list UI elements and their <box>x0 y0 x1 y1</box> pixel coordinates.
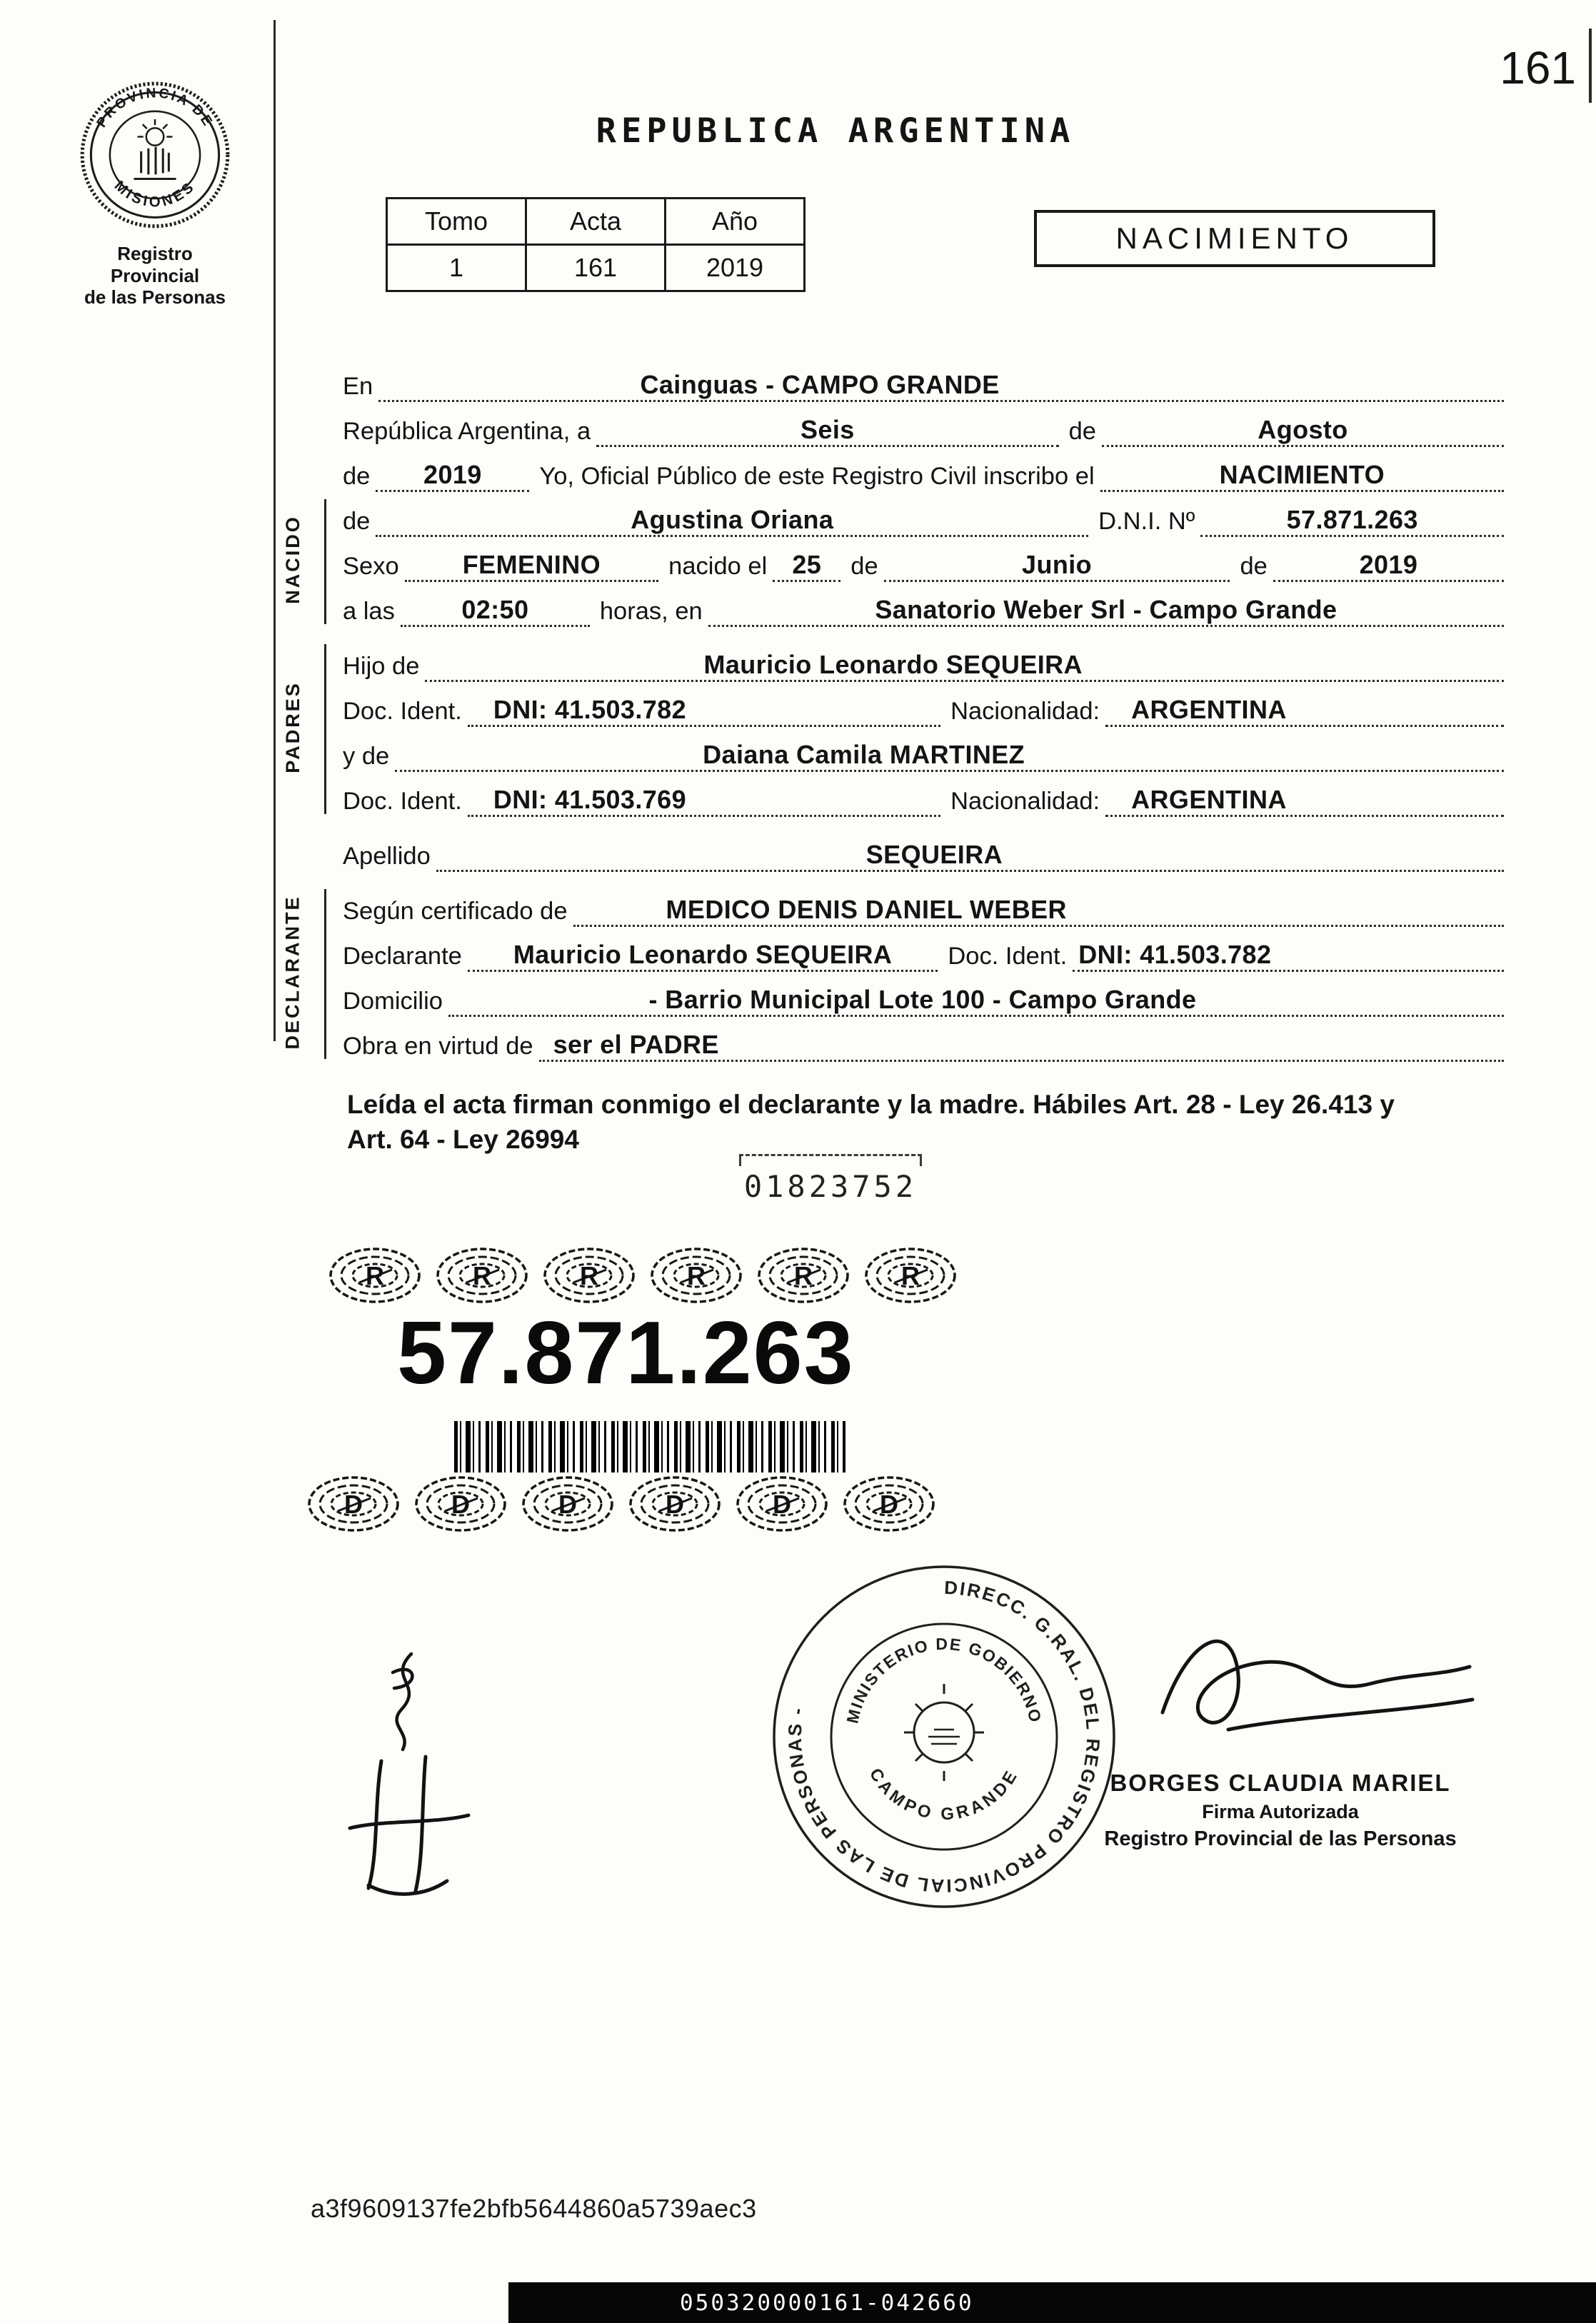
header-tomo: Tomo <box>387 199 526 245</box>
value-hora: 02:50 <box>461 595 529 624</box>
label-declarante: Declarante <box>343 943 462 970</box>
value-day: Seis <box>800 415 855 444</box>
header-ano: Año <box>666 199 805 245</box>
fill-dni <box>1200 505 1504 537</box>
fill-year <box>376 460 529 492</box>
seal-arc-bottom-text: MISIONES <box>111 178 199 211</box>
fill-padre-dni <box>468 695 940 727</box>
seal-arc-top-text: PROVINCIA DE <box>93 85 217 131</box>
verification-hash: a3f9609137fe2bfb5644860a5739aec3 <box>311 2194 757 2223</box>
line-en <box>341 357 1504 402</box>
side-label-padres: PADRES <box>281 681 303 773</box>
stamp-emblem-rays <box>904 1684 984 1781</box>
label-de-5: de <box>1240 553 1268 580</box>
page-number: 161 <box>1500 42 1576 94</box>
fill-lugar <box>708 595 1504 627</box>
stamp-inner-bottom-text: CAMPO GRANDE <box>865 1765 1023 1825</box>
value-lugar: Sanatorio Weber Srl - Campo Grande <box>875 595 1337 624</box>
dni-barcode <box>454 1421 845 1472</box>
fingerprint-letter: D <box>880 1490 898 1519</box>
fingerprint-letter: R <box>687 1261 706 1290</box>
fill-month <box>1102 415 1504 447</box>
fill-obra <box>539 1030 1504 1062</box>
seal-caption <box>76 243 234 308</box>
value-padre: Mauricio Leonardo SEQUEIRA <box>703 650 1083 679</box>
label-apellido: Apellido <box>343 843 431 870</box>
act-type-box: NACIMIENTO <box>1034 210 1435 267</box>
provincial-seal-icon <box>76 79 234 237</box>
value-padre-nac: ARGENTINA <box>1131 695 1287 724</box>
table-header-row <box>387 199 805 245</box>
signer-name: BORGES CLAUDIA MARIEL <box>1110 1770 1451 1796</box>
stamp-inner-top-text: MINISTERIO DE GOBIERNO <box>843 1634 1045 1725</box>
fingerprint-letter: R <box>580 1261 598 1290</box>
line-obra <box>341 1017 1504 1062</box>
fill-sexo <box>405 550 659 582</box>
label-en: En <box>343 373 373 400</box>
signer-organization: Registro Provincial de las Personas <box>1104 1827 1457 1850</box>
value-declarante: Mauricio Leonardo SEQUEIRA <box>513 940 893 969</box>
fill-birth-year <box>1273 550 1504 582</box>
label-de-1: de <box>1068 418 1096 445</box>
line-fecha-acta <box>341 402 1504 447</box>
stamp-ring-text: DIRECC. G.RAL. DEL REGISTRO PROVINCIAL DE LAS PERSONAS - <box>783 1576 1105 1897</box>
value-year: 2019 <box>423 460 482 489</box>
section-nacido <box>281 492 1504 627</box>
fill-en <box>378 370 1504 402</box>
fill-padre-nac <box>1105 695 1504 727</box>
document-title: REPUBLICA ARGENTINA <box>596 111 1075 151</box>
corner-rule <box>1589 29 1592 103</box>
value-certificado: MEDICO DENIS DANIEL WEBER <box>666 895 1067 924</box>
serial-stamp-frame <box>739 1154 922 1166</box>
seal-caption-line2: de las Personas <box>84 286 226 308</box>
value-obra: ser el PADRE <box>553 1030 719 1059</box>
signature-mark-large <box>334 1748 477 1898</box>
value-birth-day: 25 <box>792 550 822 579</box>
line-padre-doc <box>341 682 1504 727</box>
label-nacionalidad-madre: Nacionalidad: <box>950 788 1100 815</box>
fill-declarante <box>468 940 938 972</box>
line-sexo-nacimiento <box>341 537 1504 582</box>
value-domicilio: - Barrio Municipal Lote 100 - Campo Grande <box>648 985 1197 1014</box>
line-madre <box>341 727 1504 772</box>
value-place: Cainguas - CAMPO GRANDE <box>640 370 1000 399</box>
seal-caption-line1: Registro Provincial <box>110 243 200 286</box>
fill-birth-month <box>884 550 1230 582</box>
serial-number: 01823752 <box>743 1169 918 1204</box>
line-hora-lugar <box>341 582 1504 627</box>
label-horas-en: horas, en <box>599 598 703 625</box>
label-a-las: a las <box>343 598 395 625</box>
serial-stamp <box>720 1154 941 1204</box>
value-dni: 57.871.263 <box>1286 505 1418 534</box>
label-sexo: Sexo <box>343 553 399 580</box>
fill-day <box>596 415 1058 447</box>
signer-role: Firma Autorizada <box>1202 1801 1359 1822</box>
value-madre: Daiana Camila MARTINEZ <box>703 740 1025 769</box>
fill-nombre <box>376 505 1088 537</box>
label-obra: Obra en virtud de <box>343 1033 533 1060</box>
line-apellido <box>341 827 1504 872</box>
line-padre <box>341 637 1504 682</box>
fill-acto <box>1100 460 1504 492</box>
section-padres <box>281 637 1504 817</box>
line-madre-doc <box>341 772 1504 817</box>
fingerprint-letter: D <box>558 1490 577 1519</box>
fill-domicilio <box>448 985 1504 1017</box>
fingerprint-letter: D <box>344 1490 363 1519</box>
fill-certificado <box>573 895 1504 927</box>
section-declarante <box>281 882 1504 1062</box>
value-nombre: Agustina Oriana <box>631 505 834 534</box>
label-republica: República Argentina, a <box>343 418 591 445</box>
fingerprint-letter: D <box>666 1490 684 1519</box>
value-apellido: SEQUEIRA <box>865 840 1003 869</box>
acta-meta-table <box>386 197 805 292</box>
value-birth-month: Junio <box>1022 550 1093 579</box>
signature-mark-small <box>356 1641 448 1755</box>
line-domicilio <box>341 972 1504 1017</box>
side-label-nacido: NACIDO <box>281 515 303 604</box>
round-official-stamp <box>766 1558 1123 1915</box>
label-de-4: de <box>850 553 878 580</box>
fingerprint-letter: R <box>794 1261 813 1290</box>
fingerprint-letter: R <box>473 1261 491 1290</box>
fill-padre <box>425 650 1504 682</box>
line-certificado <box>341 882 1504 927</box>
stamp-emblem-detail <box>928 1730 960 1744</box>
provincial-seal <box>76 79 234 308</box>
label-dni: D.N.I. Nº <box>1098 508 1195 535</box>
fill-madre <box>395 740 1504 772</box>
table-value-row <box>387 245 805 291</box>
label-nacido-el: nacido el <box>668 553 768 580</box>
value-tomo: 1 <box>387 245 526 291</box>
side-label-declarante: DECLARANTE <box>281 895 303 1049</box>
label-domicilio: Domicilio <box>343 988 443 1015</box>
closing-statement: Leída el acta firman conmigo el declarante y la madre. Hábiles Art. 28 - Ley 26.413 y Art. 64 - Ley 26994 <box>347 1090 1395 1154</box>
signature-authorized <box>1143 1600 1485 1764</box>
label-doc-ident-madre: Doc. Ident. <box>343 788 462 815</box>
fingerprint-letter: D <box>451 1490 470 1519</box>
label-de-2: de <box>343 463 371 490</box>
value-month: Agosto <box>1258 415 1348 444</box>
value-madre-nac: ARGENTINA <box>1131 785 1287 814</box>
value-padre-dni: DNI: 41.503.782 <box>493 695 687 724</box>
line-inscripcion <box>341 447 1504 492</box>
signature-block <box>1091 1770 1470 1851</box>
value-acto: NACIMIENTO <box>1219 460 1385 489</box>
fingerprint-row-bottom <box>303 1472 946 1537</box>
footer-code: 050320000161-042660 <box>680 2289 974 2316</box>
fingerprint-letter: R <box>901 1261 920 1290</box>
line-declarante <box>341 927 1504 972</box>
dni-large-number: 57.871.263 <box>397 1304 855 1403</box>
fill-decl-dni <box>1073 940 1504 972</box>
fingerprint-row-top <box>325 1244 968 1308</box>
svg-text:MISIONES <box>111 178 199 210</box>
label-hijo-de: Hijo de <box>343 653 420 680</box>
label-nacionalidad-padre: Nacionalidad: <box>950 698 1100 725</box>
fill-madre-dni <box>468 785 940 817</box>
footer-bar <box>508 2282 1596 2323</box>
value-sexo: FEMENINO <box>462 550 601 579</box>
value-madre-dni: DNI: 41.503.769 <box>493 785 687 814</box>
value-acta: 161 <box>526 245 666 291</box>
acta-body <box>281 357 1504 1158</box>
value-ano: 2019 <box>666 245 805 291</box>
fingerprint-letter: R <box>366 1261 384 1290</box>
fill-hora <box>401 595 590 627</box>
fill-madre-nac <box>1105 785 1504 817</box>
fingerprint-letter: D <box>773 1490 791 1519</box>
label-segun-certificado: Según certificado de <box>343 898 568 925</box>
label-de-3: de <box>343 508 371 535</box>
value-birth-year: 2019 <box>1359 550 1418 579</box>
line-nombre <box>341 492 1504 537</box>
label-oficial: Yo, Oficial Público de este Registro Civil inscribo el <box>539 463 1095 490</box>
fill-apellido <box>436 840 1504 872</box>
label-decl-doc: Doc. Ident. <box>948 943 1068 970</box>
header-acta: Acta <box>526 199 666 245</box>
label-doc-ident-padre: Doc. Ident. <box>343 698 462 725</box>
label-y-de: y de <box>343 743 390 770</box>
fill-birth-day <box>773 550 840 582</box>
value-decl-dni: DNI: 41.503.782 <box>1078 940 1272 969</box>
